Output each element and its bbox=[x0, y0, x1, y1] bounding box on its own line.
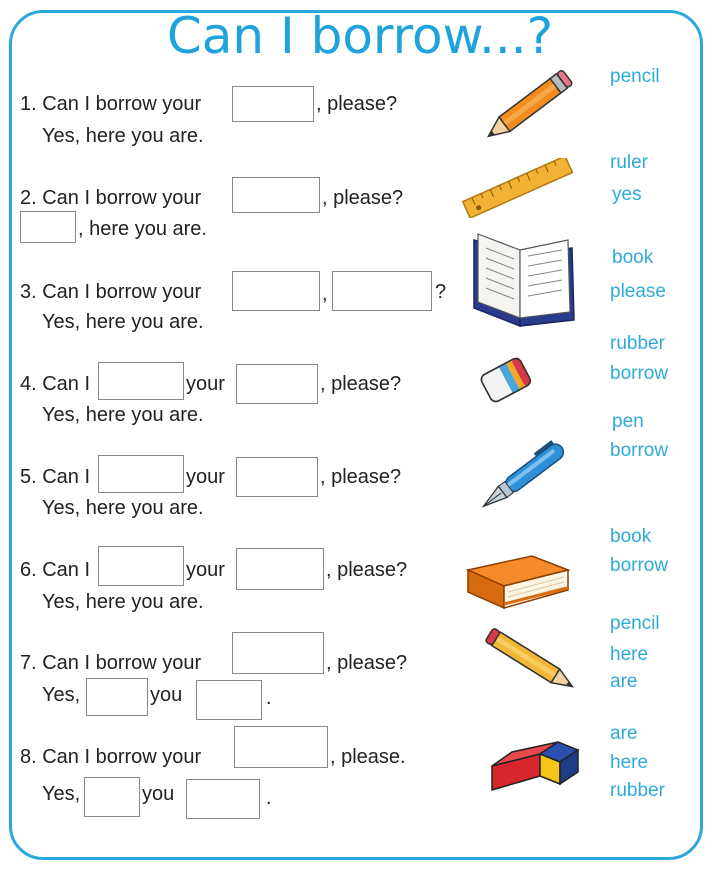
q8-answer-start: Yes, bbox=[42, 783, 81, 805]
word-bank-word: pen bbox=[612, 411, 644, 432]
q6-blank-1[interactable] bbox=[98, 546, 184, 586]
q8-blank-3[interactable] bbox=[186, 779, 260, 819]
pencil-icon bbox=[474, 624, 586, 696]
q8-blank-1[interactable] bbox=[234, 726, 328, 768]
q7-question-start: 7. Can I borrow your bbox=[20, 652, 202, 674]
q1-answer: Yes, here you are. bbox=[42, 125, 204, 147]
q3-blank-2[interactable] bbox=[332, 271, 432, 311]
word-bank-word: pencil bbox=[610, 66, 660, 87]
word-bank-word: are bbox=[610, 671, 638, 692]
q7-blank-2[interactable] bbox=[86, 678, 148, 716]
closed-book-icon bbox=[462, 544, 574, 616]
q4-question-mid: your bbox=[186, 373, 225, 395]
q3-comma: , bbox=[322, 283, 328, 305]
q2-question-end: , please? bbox=[322, 187, 404, 209]
page-title: Can I borrow...? bbox=[166, 7, 554, 65]
word-bank-word: yes bbox=[612, 184, 642, 205]
q8-blank-2[interactable] bbox=[84, 777, 140, 817]
q8-answer-end: . bbox=[266, 787, 272, 809]
word-bank-word: pencil bbox=[610, 613, 660, 634]
q4-blank-2[interactable] bbox=[236, 364, 318, 404]
pencil-icon bbox=[470, 70, 580, 150]
q5-question-start: 5. Can I bbox=[20, 466, 91, 488]
q4-question-end: , please? bbox=[320, 373, 402, 395]
word-bank-word: borrow bbox=[610, 440, 669, 461]
word-bank-word: book bbox=[612, 247, 654, 268]
word-bank-word: are bbox=[610, 723, 638, 744]
q5-question-mid: your bbox=[186, 466, 225, 488]
q1-question-start: 1. Can I borrow your bbox=[20, 93, 202, 115]
q5-answer: Yes, here you are. bbox=[42, 497, 204, 519]
q4-blank-1[interactable] bbox=[98, 362, 184, 400]
q3-question-start: 3. Can I borrow your bbox=[20, 281, 202, 303]
q1-question-end: , please? bbox=[316, 93, 398, 115]
q4-answer: Yes, here you are. bbox=[42, 404, 204, 426]
q8-answer-mid: you bbox=[142, 783, 175, 805]
q1-blank-1[interactable] bbox=[232, 86, 314, 122]
q6-question-mid: your bbox=[186, 559, 225, 581]
q5-blank-2[interactable] bbox=[236, 457, 318, 497]
word-bank-word: borrow bbox=[610, 363, 669, 384]
q3-blank-1[interactable] bbox=[232, 271, 320, 311]
word-bank-word: book bbox=[610, 526, 652, 547]
word-bank-word: ruler bbox=[610, 152, 649, 173]
q6-question-start: 6. Can I bbox=[20, 559, 91, 581]
word-bank-word: rubber bbox=[610, 780, 665, 801]
q6-question-end: , please? bbox=[326, 559, 408, 581]
q2-blank-2[interactable] bbox=[20, 211, 76, 243]
q6-blank-2[interactable] bbox=[236, 548, 324, 590]
fountain-pen-icon bbox=[468, 434, 580, 520]
q7-answer-start: Yes, bbox=[42, 684, 81, 706]
q3-answer: Yes, here you are. bbox=[42, 311, 204, 333]
open-book-icon bbox=[462, 226, 584, 334]
q2-question-start: 2. Can I borrow your bbox=[20, 187, 202, 209]
q6-answer: Yes, here you are. bbox=[42, 591, 204, 613]
ruler-icon bbox=[458, 158, 578, 218]
word-bank-word: rubber bbox=[610, 333, 665, 354]
q7-answer-end: . bbox=[266, 687, 272, 709]
q7-blank-1[interactable] bbox=[232, 632, 324, 674]
q2-blank-1[interactable] bbox=[232, 177, 320, 213]
q7-blank-3[interactable] bbox=[196, 680, 262, 720]
q2-answer: , here you are. bbox=[78, 218, 207, 240]
q8-question-end: , please. bbox=[330, 746, 406, 768]
word-bank-word: here bbox=[610, 752, 649, 773]
q8-question-start: 8. Can I borrow your bbox=[20, 746, 202, 768]
eraser-icon bbox=[484, 732, 584, 800]
q7-question-end: , please? bbox=[326, 652, 408, 674]
q7-answer-mid: you bbox=[150, 684, 183, 706]
q3-question-mark: ? bbox=[435, 281, 447, 303]
word-bank-word: borrow bbox=[610, 555, 669, 576]
eraser-icon bbox=[476, 348, 540, 412]
word-bank-word: here bbox=[610, 644, 649, 665]
q5-blank-1[interactable] bbox=[98, 455, 184, 493]
q5-question-end: , please? bbox=[320, 466, 402, 488]
q4-question-start: 4. Can I bbox=[20, 373, 91, 395]
word-bank-word: please bbox=[610, 281, 666, 302]
